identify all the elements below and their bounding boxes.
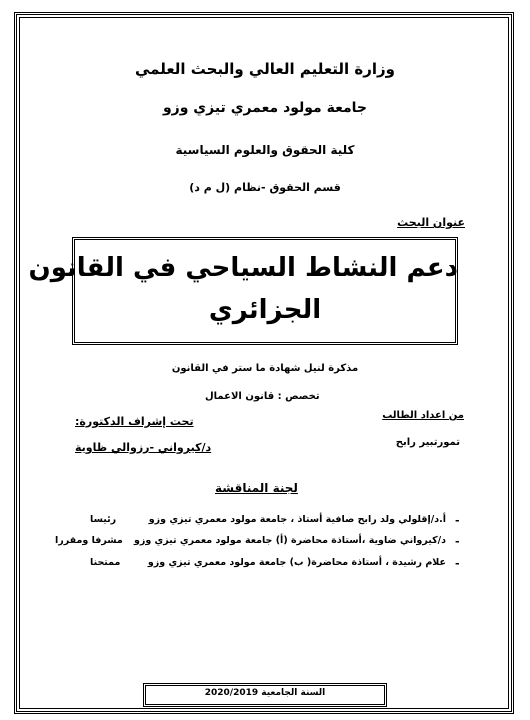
student-name: تمورتبير رابح xyxy=(395,437,460,448)
academic-year: السنة الجامعية 2020/2019 xyxy=(204,688,326,698)
faculty-heading: كلية الحقوق والعلوم السياسية xyxy=(175,143,355,157)
committee-member-role: ممتحنا xyxy=(90,557,121,568)
research-title-line-2: الجزائري xyxy=(208,295,322,325)
committee-bullet: - xyxy=(455,557,460,570)
specialization: تخصص : قانون الاعمال xyxy=(205,391,320,402)
department-heading: قسم الحقوق -نظام (ل م د) xyxy=(189,181,341,194)
university-heading: جامعة مولود معمري تيزي وزو xyxy=(162,100,368,116)
committee-title: لجنة المناقشة xyxy=(215,481,298,495)
committee-bullet: - xyxy=(455,535,460,548)
committee-member-role: مشرفا ومقررا xyxy=(55,535,123,546)
committee-member-name: د/كيرواني ضاوية ،أستاذة محاضرة (أ) جامعة مولود معمري تيزي وزو xyxy=(133,535,446,546)
research-title-label: عنوان البحث xyxy=(397,216,465,229)
committee-member-name: أ.د/إقلولي ولد رابح صافية أستاذ ، جامعة مولود معمري تيزي وزو xyxy=(148,514,446,525)
committee-bullet: - xyxy=(455,514,460,527)
committee-member-name: علام رشيدة ، أستاذة محاضرة( ب) جامعة مولود معمري تيزي وزو xyxy=(147,557,446,568)
student-label: من اعداد الطالب xyxy=(382,410,464,421)
thesis-purpose: مذكرة لنيل شهادة ما ستر في القانون xyxy=(171,363,359,374)
ministry-heading: وزارة التعليم العالي والبحث العلمي xyxy=(134,60,396,78)
committee-member-role: رئيسا xyxy=(90,514,117,525)
supervisor-name: د/كيرواني -رزوالي ظاوية xyxy=(75,441,212,454)
research-title-line-1: دعم النشاط السياحي في القانون xyxy=(28,253,458,283)
supervisor-label: تحت إشراف الدكتورة: xyxy=(75,415,194,428)
